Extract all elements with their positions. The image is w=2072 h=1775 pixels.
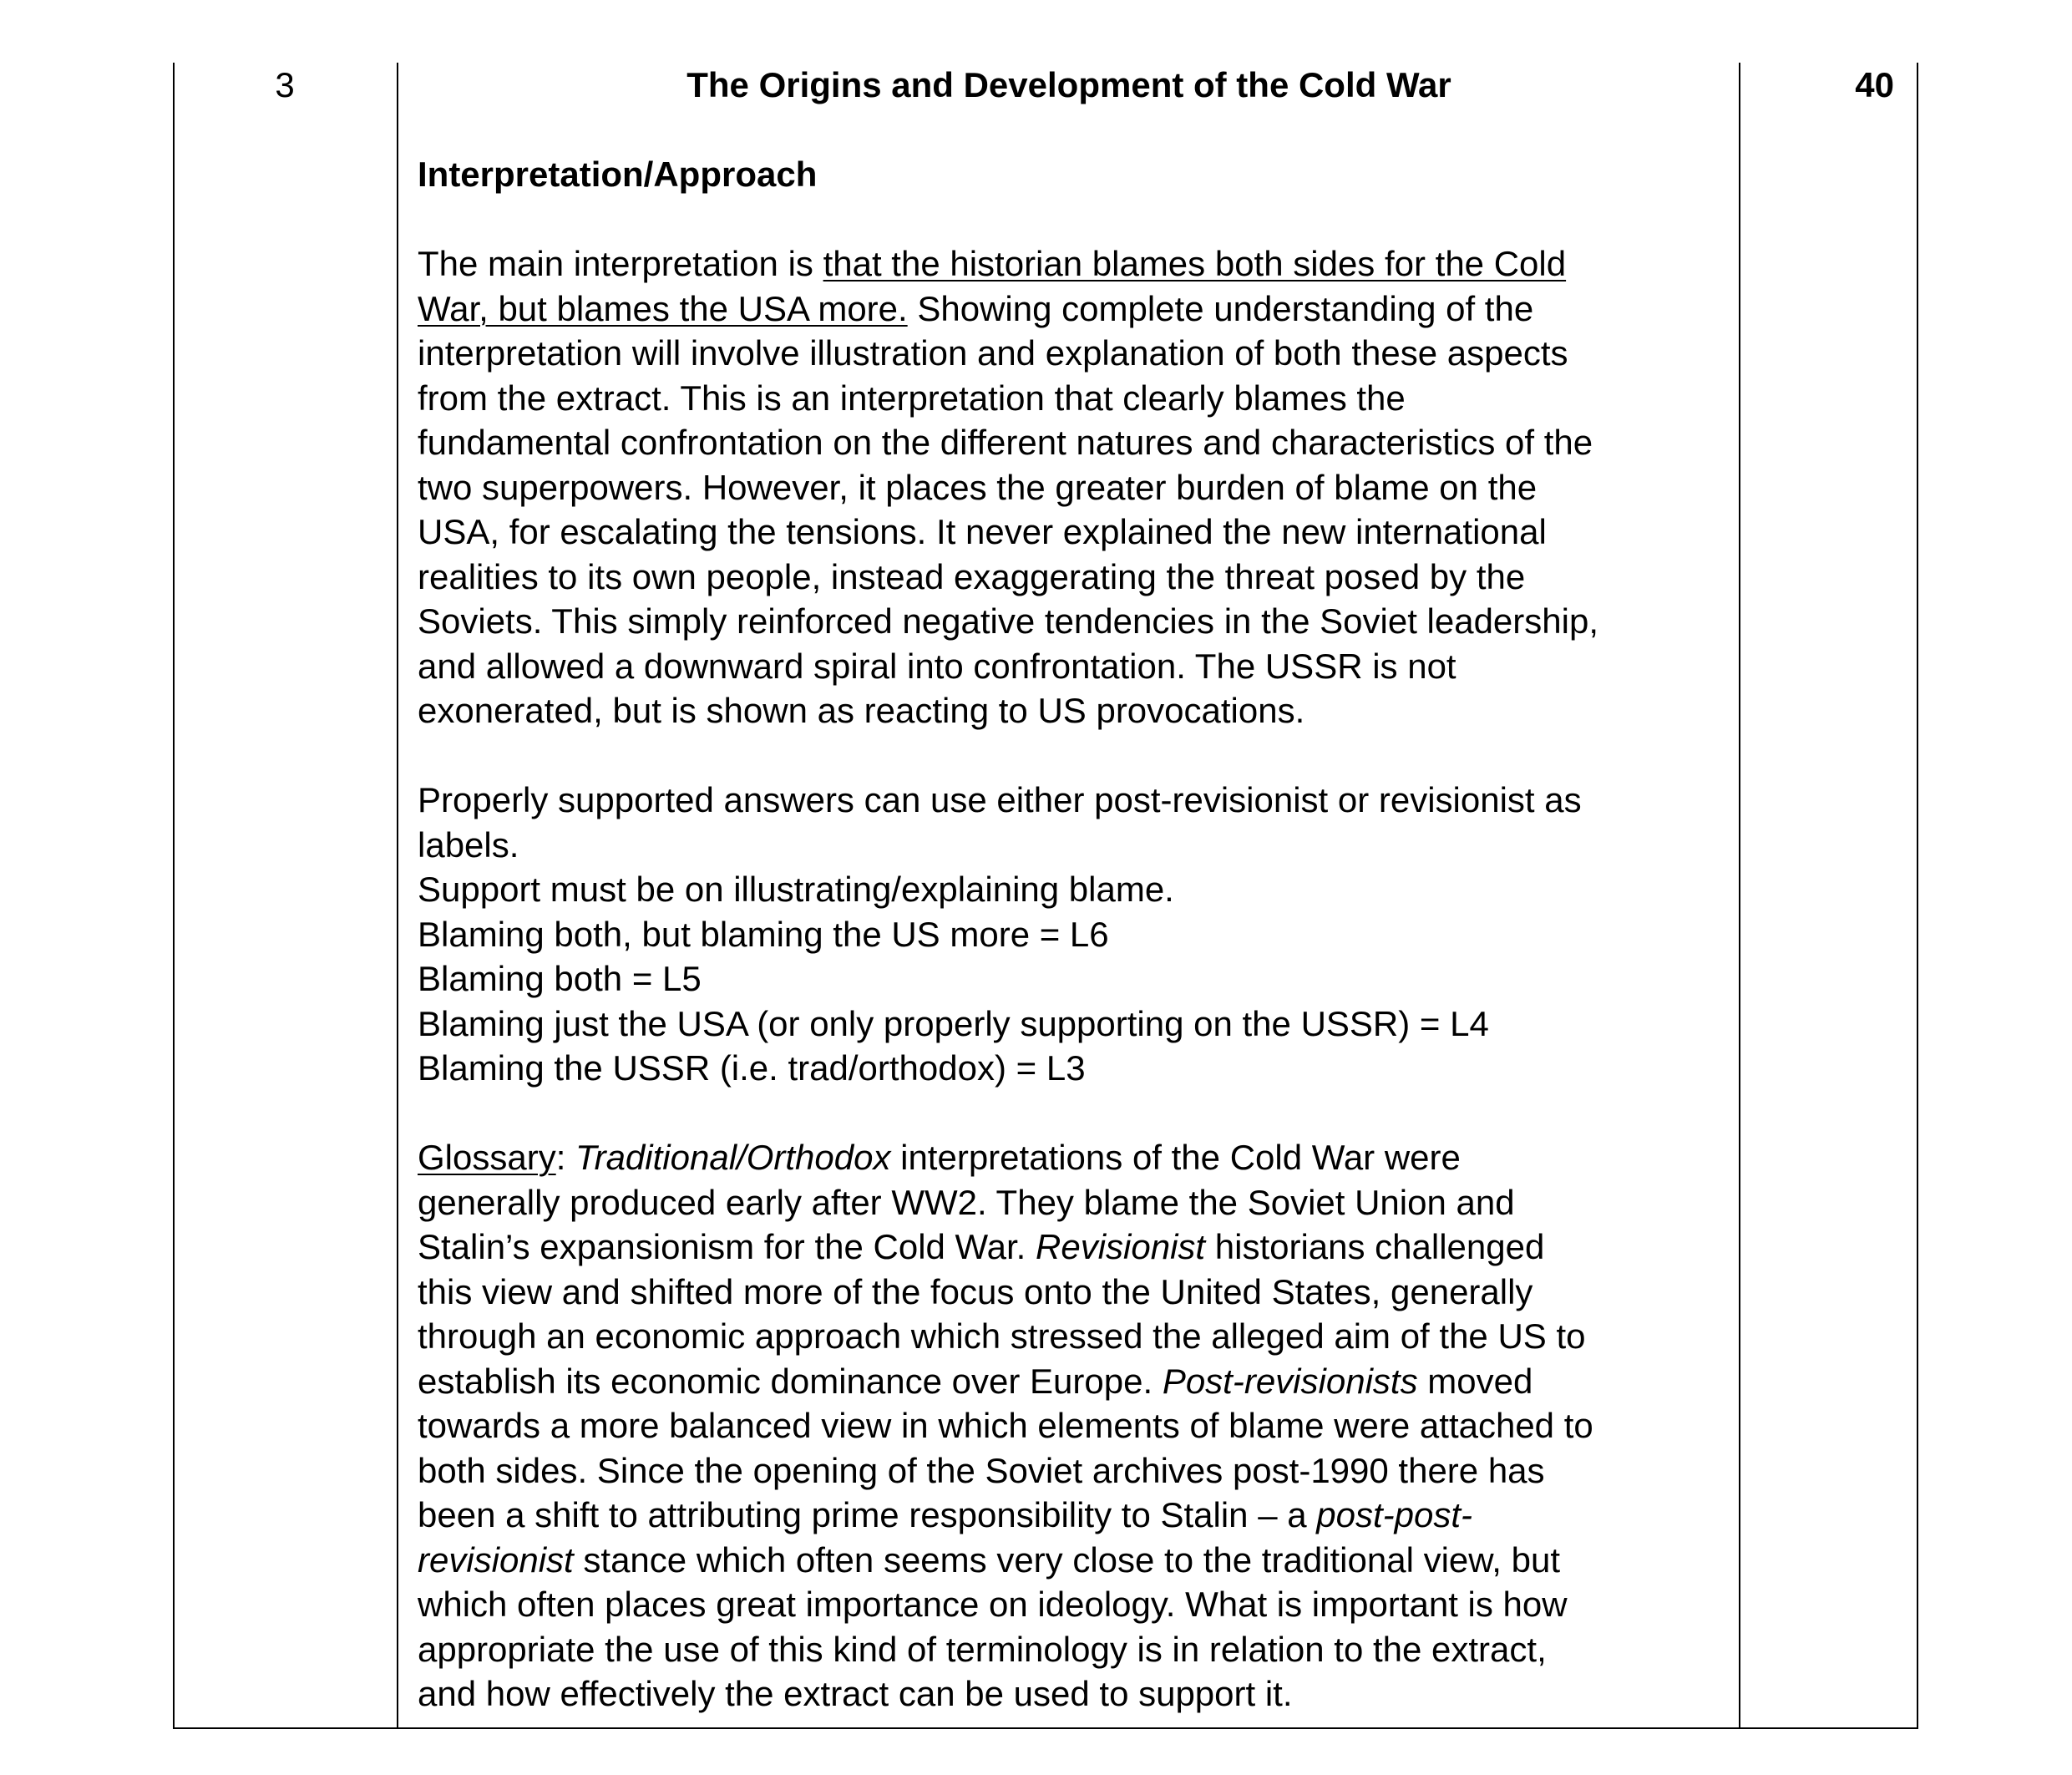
guidance-line: Support must be on illustrating/explaining blame. (418, 870, 1174, 909)
glossary-paragraph: Glossary: Traditional/Orthodox interpretations of the Cold War were generally produced early after WW2. They blame the Soviet Union and Stalin’s expansionism for the Cold War. Revisionist historians challenged this view and shifted more of the focus onto the United States, generally through an economic approach which stressed the alleged aim of the US to establish its economic dominance over Europe. Post-revisionists moved towards a more balanced view in which elements of blame were attached to both sides. Since the opening of the Soviet archives post-1990 there has been a shift to attributing prime responsibility to Stalin – a post-post- revisionist stance which often seems very close to the traditional view, but which often places great importance on ideology. What is important is how appropriate the use of this kind of terminology is in relation to the extract, and how effectively the extract can be used to support it. (418, 1138, 1593, 1713)
table-border-content-col (1739, 63, 1740, 1729)
level-guidance (418, 778, 1720, 1091)
paragraph-line: two superpowers. However, it places the greater burden of blame on the (418, 467, 1538, 507)
section-heading: Interpretation/Approach (418, 155, 818, 194)
paragraph-line: exonerated, but is shown as reacting to US provocations. (418, 691, 1305, 730)
level-line-l6: Blaming both, but blaming the US more = L6 (418, 914, 1109, 954)
page-title: The Origins and Development of the Cold War (686, 65, 1451, 104)
paragraph-line: USA, for escalating the tensions. It never explained the new international (418, 512, 1547, 551)
level-line-l5: Blaming both = L5 (418, 959, 702, 998)
key-interpretation-underlined: that the historian blames both sides for the Cold (823, 244, 1567, 283)
glossary-label: Glossary (418, 1138, 556, 1177)
paragraph-line: Soviets. This simply reinforced negative tendencies in the Soviet leadership, (418, 601, 1598, 641)
table-border-bottom (173, 1727, 1918, 1729)
question-number: 3 (275, 65, 295, 104)
paragraph-line: from the extract. This is an interpretation that clearly blames the (418, 378, 1406, 418)
mark-scheme-content (418, 63, 1720, 1717)
paragraph-line: realities to its own people, instead exaggerating the threat posed by the (418, 556, 1526, 596)
level-line-l3: Blaming the USSR (i.e. trad/orthodox) = L3 (418, 1048, 1086, 1088)
level-line-l4: Blaming just the USA (or only properly supporting on the USSR) = L4 (418, 1003, 1489, 1043)
table-border-left (173, 63, 175, 1729)
key-interpretation-underlined-cont: War, but blames the USA more. (418, 288, 908, 328)
paragraph-line: interpretation will involve illustration and explanation of both these aspects (418, 333, 1568, 373)
table-border-question-col (397, 63, 398, 1729)
table-border-right (1917, 63, 1918, 1729)
paragraph-line: fundamental confrontation on the different natures and characteristics of the (418, 423, 1593, 462)
paragraph-line: and allowed a downward spiral into confrontation. The USSR is not (418, 646, 1456, 686)
interpretation-paragraph: The main interpretation is that the historian blames both sides for the Cold War, but blames the USA more. Showing complete understanding of the interpretation will involve illustration and explanation of both these aspects from the extract. This is an interpretation that clearly blames the fundamental confrontation on the different natures and characteristics of the two superpowers. However, it places the greater burden of blame on the USA, for escalating the tensions. It never explained the new international realities to its own people, instead exaggerating the threat posed by the Soviets. This simply reinforced negative tendencies in the Soviet leadership, and allowed a downward spiral into confrontation. The USSR is not exonerated, but is shown as reacting to US provocations. (418, 241, 1720, 733)
guidance-line: labels. (418, 824, 519, 865)
marks-value: 40 (1855, 65, 1894, 104)
guidance-line: Properly supported answers can use either post-revisionist or revisionist as (418, 780, 1582, 819)
